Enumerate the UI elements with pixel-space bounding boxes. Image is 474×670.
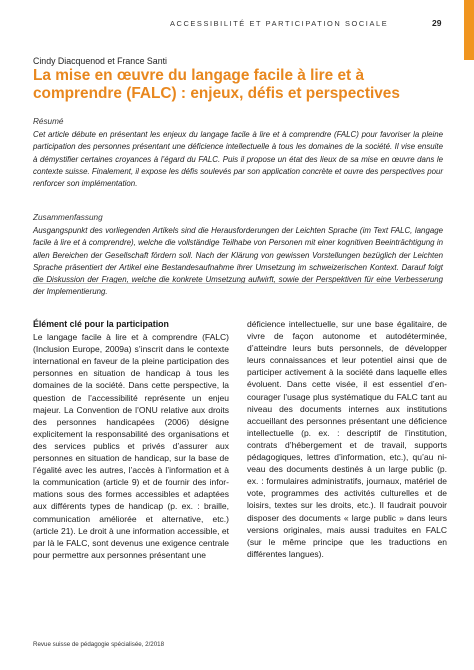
body-left-text: Le langage facile à lire et à comprendre (FALC) (Inclusion Europe, 2009a) s’inscrit dans le contexte international en faveur de la pleine participation des personnes en situation de handicap à tous les domaines de la société. Dans cette perspective, la question de l’accessibilité représente un enjeu majeur. La Convention de l’ONU relative aux droits des personnes handicapées (2006) désigne explicitement la responsabilité des organisations et des services publics et privés d’assurer aux personnes en situation de handicap, sur la base de l’égalité avec les autres, l’accès à l’information et à la communication (article 9) et de fournir des informations sous des formes accessibles et adaptées aux différents types de handicap (p. ex. : braille, communication améliorée et alternative, etc.) (article 21). Le droit à une information accessible, et par là le FALC, sont devenus une exigence centrale pour permettre aux personnes présentant une [33, 332, 229, 560]
abstract-fr-heading: Résumé [33, 117, 64, 126]
abstract-de-text: Ausgangspunkt des vorliegenden Artikels sind die Herausforderungen der Leichten Sprache (im Text FALC, langage facile à lire et à comprendre), welche die vollständige Teilhabe von Personen mit einer kognitiven Beeinträchtigung in allen Bereichen der Gesellschaft fördern soll. Nach der Klärung von gewissen Vorstellungen bezüglich der Leichten Sprache präsentiert der Artikel eine Bestandesaufnahme ihrer Umsetzung im schweizerischen Kontext. Darauf folgt die Diskussion der Fragen, welche die konkrete Umsetzung aufwirft, sowie der Perspektiven für eine Verbesserung der Implementierung. [33, 226, 443, 297]
journal-footer: Revue suisse de pédagogie spécialisée, 2/2018 [33, 641, 165, 648]
abstract-de-heading: Zusammenfassung [33, 213, 103, 222]
body-left-column [33, 318, 229, 561]
chapter-color-tab [464, 0, 474, 60]
section-heading: Élément clé pour la participation [33, 319, 169, 329]
abstract-fr-text: Cet article débute en présentant les enjeux du langage facile à lire et à comprendre (FALC) pour favoriser la pleine participation des personnes présentant une déficience intellectuelle à tous les domaines de la société. Il vise ensuite à démystifier certaines croyances à l’égard du FALC. Puis il propose un état des lieux de sa mise en œuvre dans le contexte suisse. Finalement, il expose les défis soulevés par son application concrète et ouvre des perspectives pour renforcer son implémentation. [33, 130, 443, 189]
running-head: ACCESSIBILITÉ ET PARTICIPATION SOCIALE [170, 19, 389, 28]
abstract-separator [33, 283, 441, 284]
body-right-text: déficience intellectuelle, sur une base égalitaire, de vivre de façon autonome et autodéterminée, d’atteindre leurs buts personnels, de développer leurs connaissances et leur potentiel ainsi que de participer activement à la société dans laquelle elles évoluent. Dans cette visée, il est essentiel d’encourager l’usage plus systématique du FALC tant au niveau des documents internes aux institutions accueillant des personnes présentant une déficience intellectuelle (p. ex. : descriptif de l’institution, contrats d’hébergement et de travail, supports pédagogiques, lettres d’information, etc.), qu’au niveau des documents destinés à un large public (p. ex. : formulaires administratifs, journaux, matériel de vote, programmes des activités culturelles et de loisirs, textes sur les droits, etc.). Il faudrait pouvoir disposer des documents « large public » dans leurs versions originales, mais aussi traduites en FALC (sur le même principe que les traductions en différentes langues). [247, 319, 447, 559]
article-authors: Cindy Diacquenod et France Santi [33, 56, 167, 66]
body-right-column [247, 318, 447, 560]
article-title: La mise en œuvre du langage facile à lire et à comprendre (FALC) : enjeux, défis et perspectives [33, 67, 400, 102]
page-number: 29 [432, 18, 442, 28]
